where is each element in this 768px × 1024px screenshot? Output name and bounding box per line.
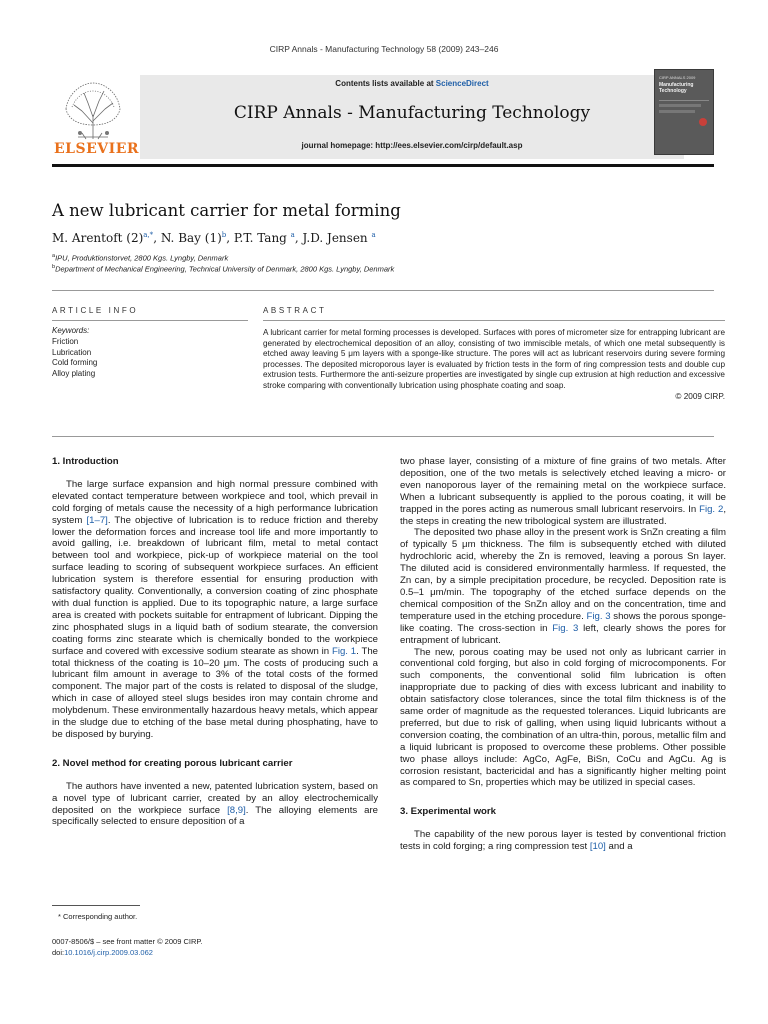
citation-link[interactable]: [1–7]	[86, 514, 108, 526]
text-run: The deposited two phase alloy in the present work is SnZn creating a film of typically 5 μm thickness. The film is subsequently etched with diluted hydrochloric acid, whereby the Zn is removed, leaving a porous Sn layer. The diluted acid is considered environmentally harmless. If requested, the Zn can, by a simple precipitation procedure, be recycled. Deposition rate is 0.5–1 μm/min. The topography of the etched surface depends on the chemical composition of the SnZn alloy and on the concentration, time and temperature used in the etching procedure.	[400, 527, 726, 622]
affiliation	[52, 264, 394, 274]
text-run: The capability of the new porous layer is tested by conventional friction tests in cold forging; a ring compression test	[400, 829, 726, 853]
divider	[52, 436, 714, 437]
affiliation-mark: b	[52, 264, 56, 270]
abstract-copyright: © 2009 CIRP.	[675, 391, 725, 401]
section-heading: 2. Novel method for creating porous lubricant carrier	[52, 757, 293, 769]
author-affil-mark[interactable]: b	[221, 231, 227, 239]
running-head: CIRP Annals - Manufacturing Technology 58 (2009) 243–246	[269, 44, 499, 54]
keyword: Cold forming	[52, 358, 98, 368]
author: N. Bay (1)	[160, 231, 222, 245]
contents-line	[140, 79, 684, 88]
keyword: Lubrication	[52, 347, 92, 357]
text-run: The large surface expansion and high normal pressure combined with elevated contact temperature between workpiece and tool, which prevail in cold forging of metals cause the necessity of a high performance lubrication system	[52, 478, 378, 526]
affiliation-text: IPU, Produktionstorvet, 2800 Kgs. Lyngby, Denmark	[55, 253, 229, 263]
divider	[52, 290, 714, 291]
figure-link[interactable]: Fig. 3	[552, 622, 579, 634]
divider	[52, 320, 248, 321]
doi-line	[52, 947, 202, 958]
paragraph	[400, 456, 726, 527]
cover-text-line	[659, 110, 695, 113]
author: M. Arentoft (2)	[52, 231, 144, 245]
issn-block	[52, 936, 202, 958]
abstract-text: A lubricant carrier for metal forming processes is developed. Surfaces with pores of micrometer size for entrapping lubricant are generated by electrochemical deposition of an alloy, consisting of two immiscible metals, of which one metal subsequently is etched away leaving 5 μm layers with a sponge-like structure. The pores will act as lubricant reservoirs during severe forming processes. The deposited microporous layer is evaluated by friction tests in the form of ring compression tests and double cup extrusion tests. Furthermore the anti-seizure properties are investigated by single cup extrusion at high reduction and excessive stroke comparing with conventionally lubrication using phosphate coating and soap.	[263, 328, 725, 390]
journal-title: CIRP Annals - Manufacturing Technology	[233, 103, 591, 123]
figure-link[interactable]: Fig. 3	[586, 610, 611, 622]
paragraph	[400, 527, 726, 646]
contents-prefix: Contents lists available at	[335, 79, 436, 88]
paragraph: The new, porous coating may be used not only as lubricant carrier in conventional cold forging, but also in cold forging of microcomponents. For such components, the conventional solid film lubrication is often inappropriate due to packing of dies with excess lubricant and inability to obtain satisfactory close tolerances, since the total film thickness is of the same order of magnitude as the requested tolerances. Liquid lubricants are preferred, but due to risk of galling, when using liquid lubricants without a conversion coating, the combination of an ultra-thin, porous, metallic film and a liquid lubricant is proposed to overcome these problems. Other possible two phase alloys include: AgCo, AgFe, BiSn, CoCu and AgCu. Ag is corrosion resistant, bactericidal and has a significantly higher melting point as compared to Sn, properties which may be utilized in special cases.	[400, 646, 726, 789]
text-run: two phase layer, consisting of a mixture of fine grains of two metals. After deposition, one of the two metals is selectively etched leaving a micro- or even nanoporous layer of the remaining metal on the workpiece surface. When a lubricant subsequently is applied to the porous coating, it will be trapped in the pores acting as numerous small lubricant reservoirs. In	[400, 456, 726, 515]
footnote: * Corresponding author.	[58, 912, 138, 921]
column-left	[52, 456, 378, 828]
figure-link[interactable]: Fig. 1	[331, 645, 357, 657]
cover-seal-icon	[699, 118, 707, 126]
affiliation	[52, 253, 228, 263]
article-title: A new lubricant carrier for metal forming	[52, 201, 401, 220]
journal-cover	[654, 69, 714, 155]
keyword: Friction	[52, 336, 79, 346]
paragraph	[52, 479, 378, 741]
affiliation-text: Department of Mechanical Engineering, Technical University of Denmark, 2800 Kgs. Lyngby, Denmark	[55, 264, 395, 274]
sciencedirect-link[interactable]: ScienceDirect	[435, 79, 489, 88]
citation-link[interactable]: [8,9]	[227, 804, 246, 816]
elsevier-logo	[52, 75, 140, 159]
text-run: . The alloying elements are specifically selected to ensure deposition of a	[52, 804, 379, 828]
author-affil-mark[interactable]: a,*	[143, 231, 154, 239]
keyword: Alloy plating	[52, 369, 96, 379]
author: P.T. Tang	[233, 231, 291, 245]
keywords-label: Keywords:	[52, 326, 90, 335]
header-rule	[52, 164, 714, 167]
footnote-rule	[52, 905, 140, 906]
cover-label-title: Manufacturing Technology	[659, 82, 694, 94]
text-run: . The objective of lubrication is to reduce friction and thereby lower the deformation forces and increase tool life and more importantly to avoid galling, i.e. breakdown of lubricant film, metal to metal contact between tool and workpiece, pick-up of workpiece material on the tool surface leading to scoring of subsequent workpiece surfaces. An efficient lubrication system is therefore essential for ensuring production with satisfactory quality. Conventionally, a conversion coating of zinc phosphate with dual function is applied. Due to its topographic nature, a large surface area is created with pockets suitable for entrapment of lubricant. Dipping the zinc phosphated slugs in a liquid bath of sodium stearate, the conversion coating forms zinc stearate which is chemically bonded to the workpiece surface and covered with excessive sodium stearate as shown in	[52, 514, 378, 657]
journal-header	[52, 75, 714, 159]
text-run: , the steps in creating the new tribological system are illustrated.	[400, 503, 726, 527]
text-run: . The total thickness of the coating is 10–20 μm. The costs of producing such a lubricant film amount in average to 3% of the total costs of the formed component. The major part of the costs is related to disposal of the sludge, which in case of alloyed steel slugs besides iron may contain chrome and molybdenum. These environmentally hazardous heavy metals, which appear in the sludge due to etching of the base metal during phosphating, have to be disposed by burying.	[52, 645, 378, 740]
cover-rule	[659, 100, 709, 101]
paragraph	[52, 781, 378, 829]
author-affil-mark[interactable]: a	[371, 231, 376, 239]
author-affil-mark[interactable]: a	[290, 231, 295, 239]
section-heading: 1. Introduction	[52, 456, 119, 467]
section-heading: 3. Experimental work	[400, 806, 496, 818]
text-run: The authors have invented a new, patented lubrication system, based on a novel type of lubricant carrier, created by an alloy electrochemically deposited on the workpiece surface	[52, 780, 378, 816]
abstract-heading: ABSTRACT	[263, 306, 327, 315]
paragraph	[400, 829, 726, 853]
figure-link[interactable]: Fig. 2	[699, 503, 724, 515]
text-run: shows the porous sponge-like coating. The cross-section in	[400, 610, 726, 634]
journal-band	[140, 75, 684, 159]
publisher-name: ELSEVIER	[54, 141, 140, 157]
issn-line: 0007-8506/$ – see front matter © 2009 CIRP.	[52, 937, 203, 946]
affiliation-mark: a	[52, 253, 56, 259]
journal-homepage[interactable]: journal homepage: http://ees.elsevier.com/cirp/default.asp	[301, 141, 523, 150]
text-run: left, clearly shows the pores for entrapment of lubricant.	[400, 622, 727, 646]
article-info-heading: ARTICLE INFO	[52, 306, 139, 315]
author-separator: ,	[153, 231, 161, 245]
citation-link[interactable]: [10]	[589, 841, 606, 853]
cover-label-top: CIRP ANNALS 2009	[659, 75, 696, 80]
author: J.D. Jensen	[302, 231, 372, 245]
doi-link[interactable]: 10.1016/j.cirp.2009.03.062	[64, 948, 153, 957]
cover-text-line	[659, 104, 701, 107]
author-separator: ,	[294, 231, 303, 245]
divider	[263, 320, 725, 321]
author-separator: ,	[226, 231, 234, 245]
column-right	[400, 456, 726, 853]
keywords-block	[52, 326, 248, 380]
author-list	[52, 231, 376, 245]
doi-prefix: doi:	[52, 948, 65, 957]
text-run: and a	[605, 841, 633, 853]
abstract-block	[263, 328, 725, 402]
